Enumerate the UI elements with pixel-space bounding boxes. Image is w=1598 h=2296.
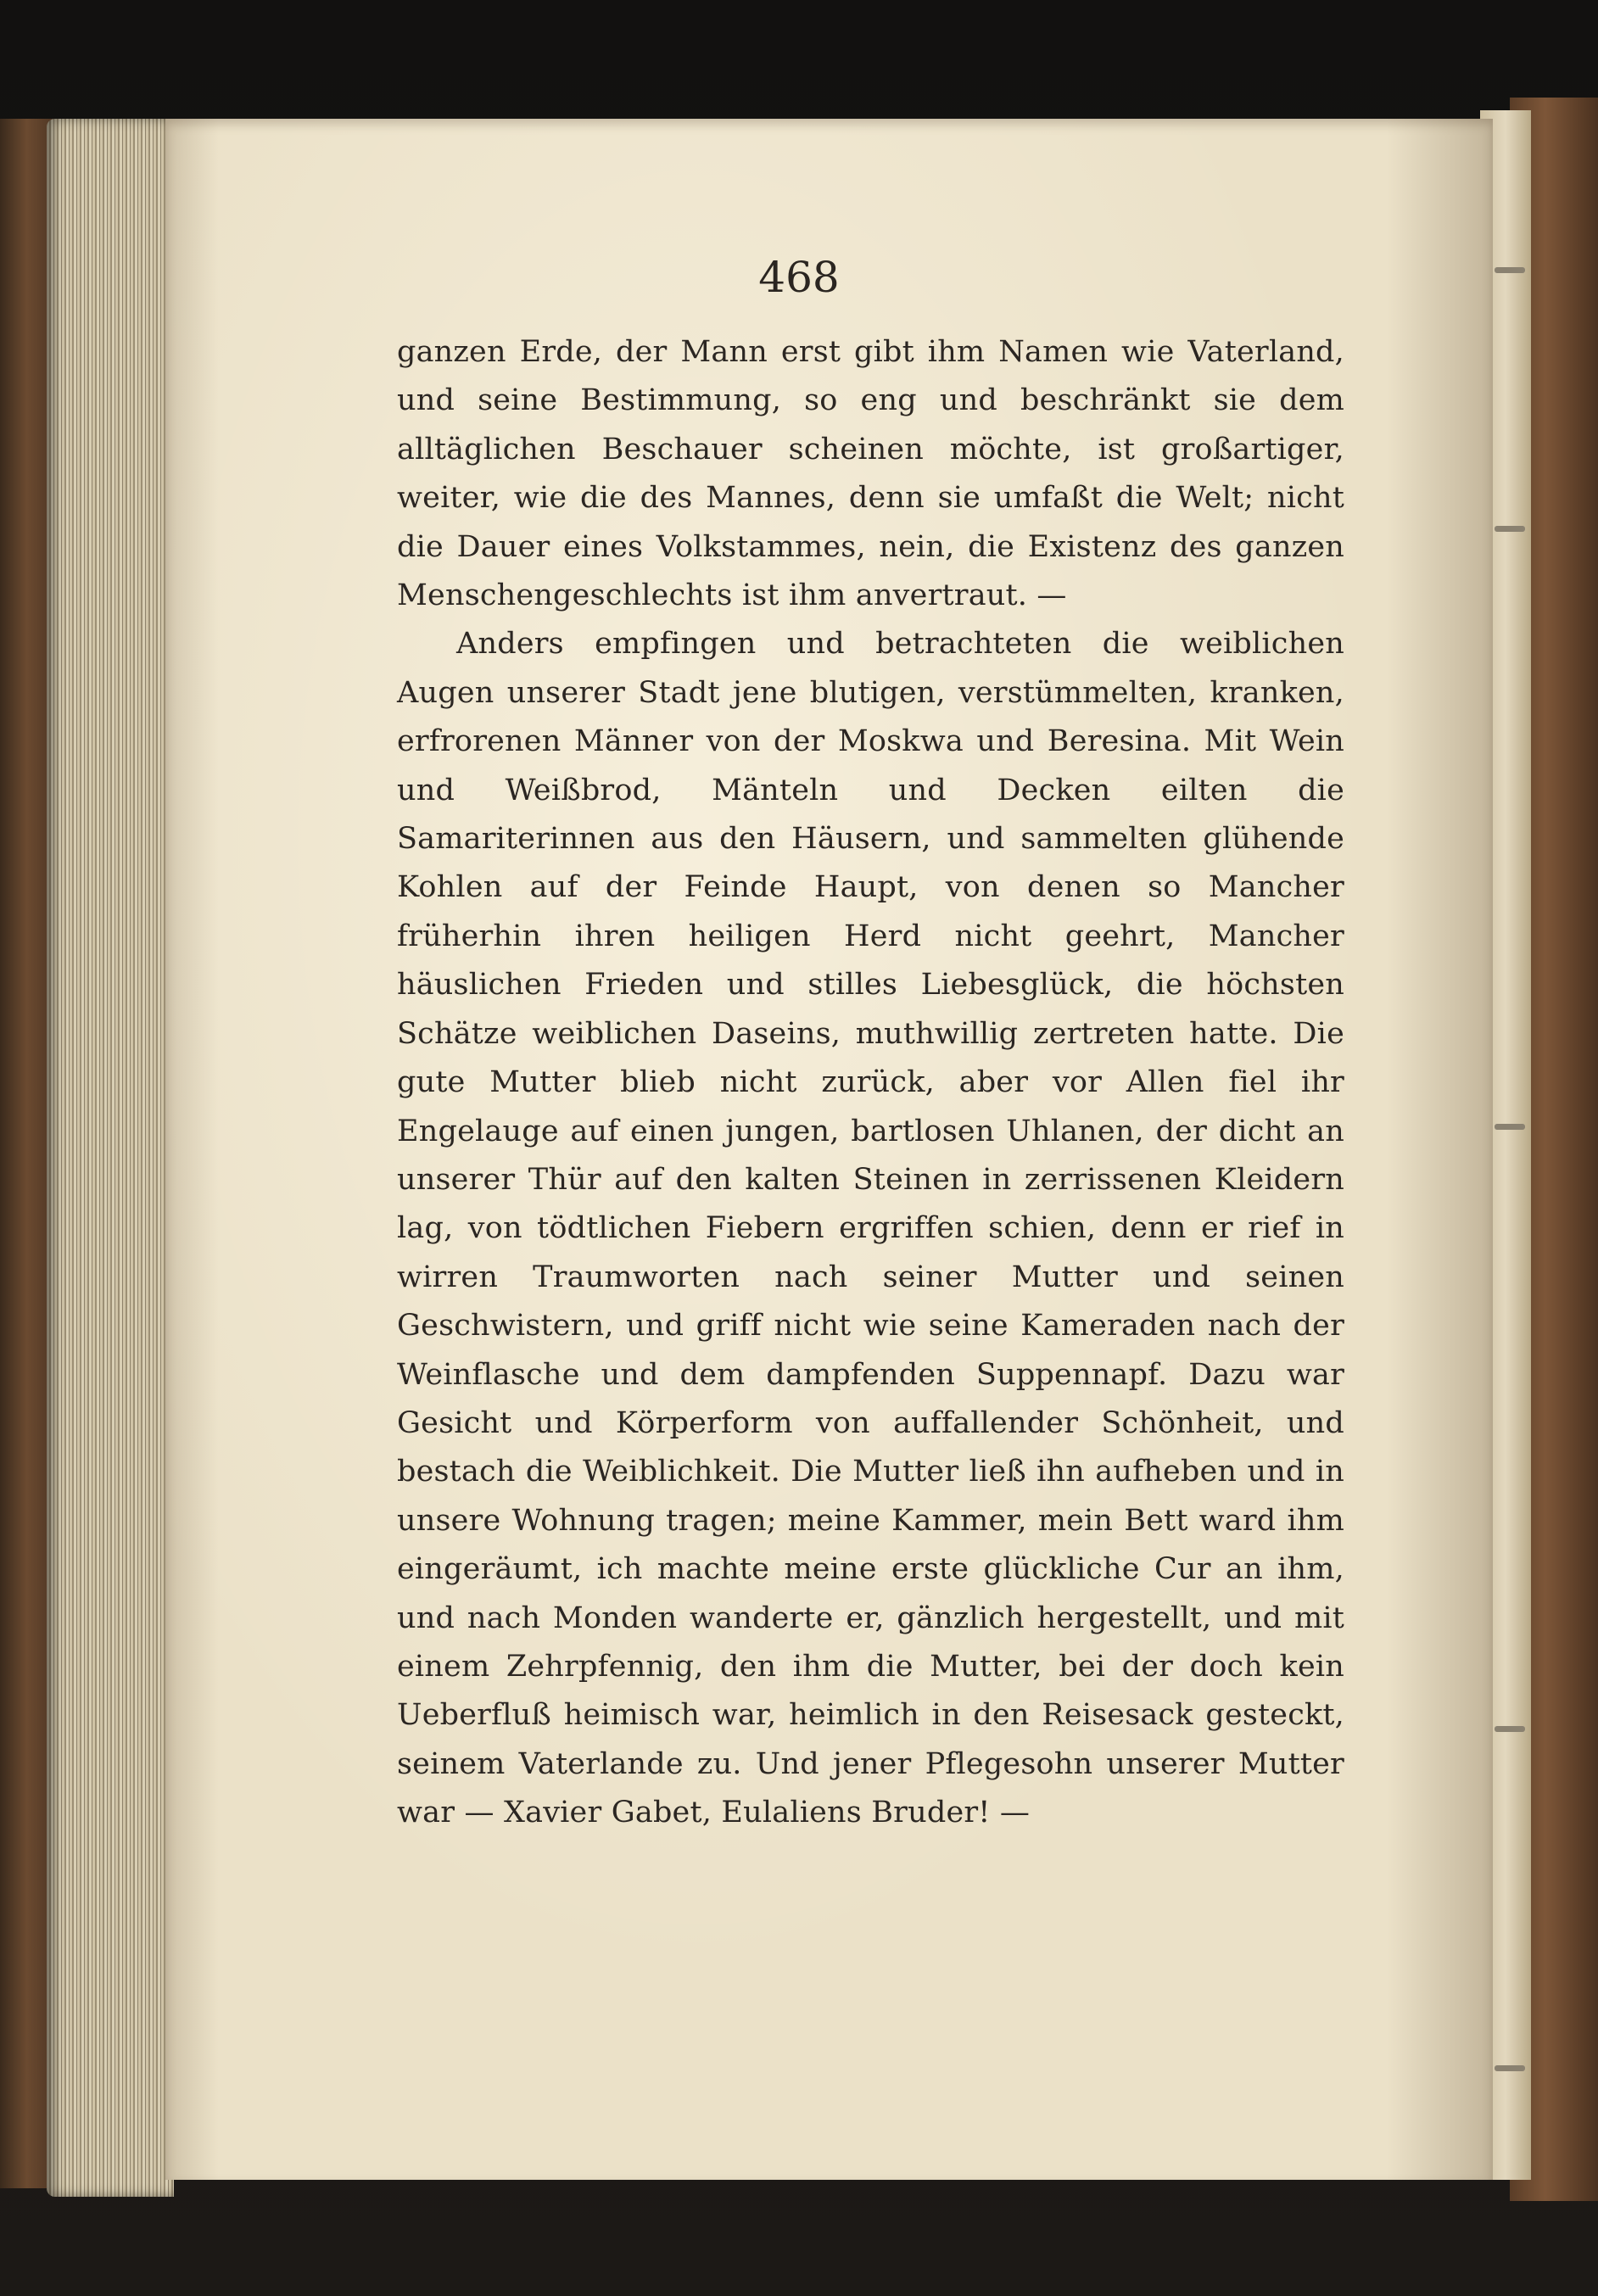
paragraph-2: Anders empfingen und betrachteten die weiblichen Augen unserer Stadt jene blutigen, verstümmelten, kranken, erfrorenen Männer von der Moskwa und Beresina. Mit Wein und Weißbrod, Mänteln und Decken eilten die Samariterinnen aus den Häusern, und sammelten glühende Kohlen auf der Feinde Haupt, von denen so Mancher früherhin ihren heiligen Herd nicht geehrt, Mancher häuslichen Frieden und stilles Liebesglück, die höchsten Schätze weiblichen Daseins, muthwillig zertreten hatte. Die gute Mutter blieb nicht zurück, aber vor Allen fiel ihr Engelauge auf einen jungen, bartlosen Uhlanen, der dicht an unserer Thür auf den kalten Steinen in zerrissenen Kleidern lag, von tödtlichen Fiebern ergriffen schien, denn er rief in wirren Traumworten nach seiner Mutter und seinen Geschwistern, und griff nicht wie seine Kameraden nach der Weinflasche und dem dampfenden Suppennapf. Dazu war Gesicht und Körperform von auffallender Schönheit, und bestach die Weiblichkeit. Die Mutter ließ ihn aufheben und in unsere Wohnung tragen; meine Kammer, mein Bett ward ihm eingeräumt, ich machte meine erste glückliche Cur an ihm, und nach Monden wanderte er, gänzlich hergestellt, und mit einem Zehrpfennig, den ihm die Mutter, bei der doch kein Ueberfluß heimisch war, heimlich in den Reisesack gesteckt, seinem Vaterlande zu. Und jener Pflegesohn unserer Mutter war — Xavier Gabet, Eulaliens Bruder! — — [397, 627, 1344, 1830]
stitch-mark — [1495, 526, 1525, 532]
page-edges — [47, 119, 174, 2197]
paragraph-1: ganzen Erde, der Mann erst gibt ihm Namen wie Vaterland, und seine Bestimmung, so eng und beschränkt sie dem alltäglichen Beschauer scheinen möchte, ist großartiger, weiter, wie die des Mannes, denn sie umfaßt die Welt; nicht die Dauer eines Volkstammes, nein, die Existenz des ganzen Menschengeschlechts ist ihm anvertraut. — — [397, 335, 1344, 613]
stitch-mark — [1495, 1726, 1525, 1732]
page-body — [397, 328, 1344, 1838]
page-number: 468 — [758, 253, 840, 302]
stitch-mark — [1495, 2065, 1525, 2071]
stitch-mark — [1495, 1124, 1525, 1130]
